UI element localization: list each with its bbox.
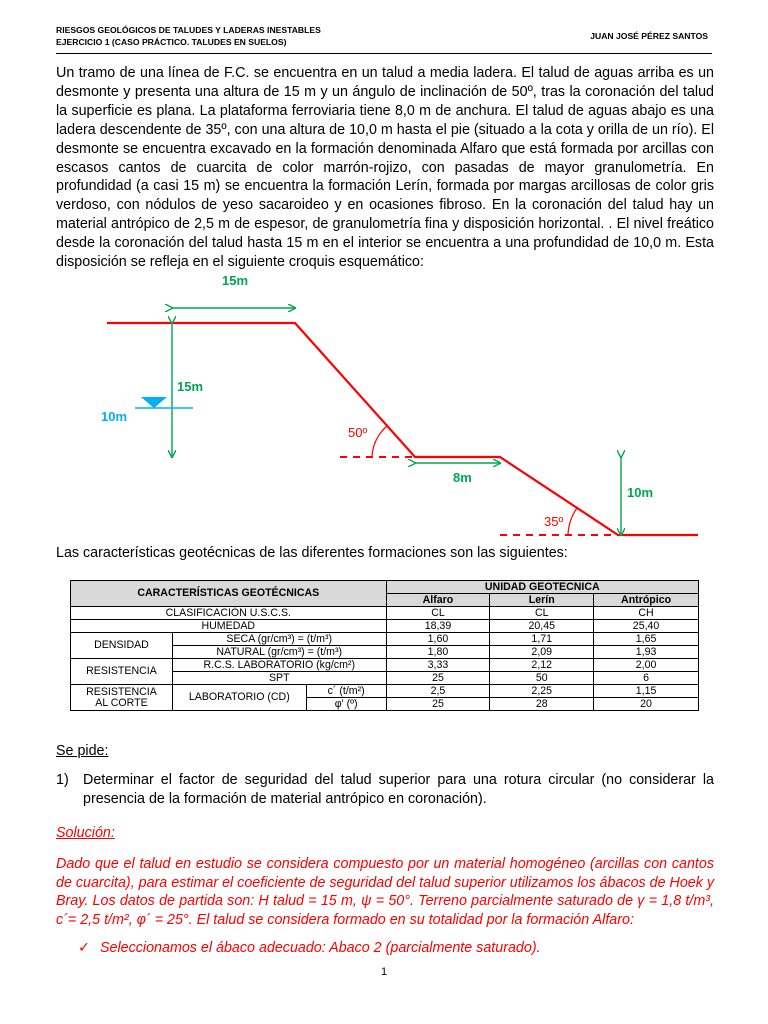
row-label: SECA (gr/cm³) = (t/m³): [172, 633, 386, 646]
angle-arc-upper: [372, 426, 387, 457]
cell: 2,25: [490, 685, 594, 698]
label-upper-height: 15m: [177, 379, 204, 394]
cell: 25,40: [594, 620, 699, 633]
geotechnical-table: [70, 580, 699, 711]
label-lower-height: 10m: [627, 485, 654, 500]
cell: 6: [594, 672, 699, 685]
solution-heading: Solución:: [56, 825, 115, 841]
label-water-depth: 10m: [101, 409, 128, 424]
row-label: HUMEDAD: [71, 620, 387, 633]
table-row: [71, 633, 699, 646]
label-angle-upper: 50º: [348, 425, 368, 440]
water-table-icon: [141, 397, 167, 408]
cell: 1,80: [386, 646, 490, 659]
cell: 1,71: [490, 633, 594, 646]
header-divider: [56, 53, 712, 54]
question-1: [56, 771, 714, 809]
corte-label-line-1: RESISTENCIA: [86, 685, 157, 698]
row-label: c´ (t/m²): [306, 685, 386, 698]
cell: CH: [594, 607, 699, 620]
cell: 2,12: [490, 659, 594, 672]
slope-diagram: [0, 260, 768, 545]
header-line-1: RIESGOS GEOLÓGICOS DE TALUDES Y LADERAS INESTABLES: [56, 25, 321, 35]
row-label: CLASIFICACIÓN U.S.C.S.: [71, 607, 387, 620]
label-angle-lower: 35º: [544, 514, 564, 529]
cell: 1,65: [594, 633, 699, 646]
label-top-width: 15m: [222, 273, 249, 288]
solution-text: Dado que el talud en estudio se considera compuesto por un material homogéneo (arcillas con cantos de cuarcita), para estimar el coeficiente de seguridad del talud superior utilizamos los ábacos de Hoek y Bray. Los datos de partida son: H talud = 15 m, ψ = 50°. Terreno parcialmente saturado de γ = 1,8 t/m³, c´= 2,5 t/m², φ´ = 25°. El talud se considera formado en su totalidad por la formación Alfaro:: [56, 856, 715, 928]
header-unit-antropico: Antrópico: [594, 594, 699, 607]
cell: 50: [490, 672, 594, 685]
header-unit-lerin: Lerín: [490, 594, 594, 607]
group-label-densidad: DENSIDAD: [71, 633, 173, 659]
corte-label-line-2: AL CORTE: [95, 696, 148, 709]
cell: 25: [386, 672, 490, 685]
table-row: [71, 685, 699, 698]
cell: 1,60: [386, 633, 490, 646]
row-label: NATURAL (gr/cm³) = (t/m³): [172, 646, 386, 659]
cell: 2,09: [490, 646, 594, 659]
terrain-profile: [107, 323, 698, 535]
cell: 28: [490, 698, 594, 711]
se-pide-heading: Se pide:: [56, 743, 109, 759]
solution-step-text: Seleccionamos el ábaco adecuado: Abaco 2 (parcialmente saturado).: [100, 940, 541, 956]
cell: 3,33: [386, 659, 490, 672]
header-unit-alfaro: Alfaro: [386, 594, 490, 607]
cell: CL: [386, 607, 490, 620]
header-line-2: EJERCICIO 1 (CASO PRÁCTICO. TALUDES EN SUELOS): [56, 37, 287, 47]
table-row: [71, 659, 699, 672]
cell: 2,00: [594, 659, 699, 672]
header-geotechnical-unit: UNIDAD GEOTECNICA: [386, 581, 698, 594]
row-label: φ' (º): [306, 698, 386, 711]
group-label-resistencia: RESISTENCIA: [71, 659, 173, 685]
page-header: [56, 24, 712, 48]
row-label: SPT: [172, 672, 386, 685]
cell: 20,45: [490, 620, 594, 633]
question-number: 1): [56, 772, 69, 788]
cell: 20: [594, 698, 699, 711]
table-intro: Las características geotécnicas de las diferentes formaciones son las siguientes:: [56, 545, 568, 561]
cell: 18,39: [386, 620, 490, 633]
table-row: [71, 607, 699, 620]
cell: 25: [386, 698, 490, 711]
question-text: Determinar el factor de seguridad del talud superior para una rotura circular (no considerar la presencia de la formación de material antrópico en coronación).: [83, 772, 714, 807]
group-label-laboratorio: LABORATORIO (CD): [172, 685, 306, 711]
cell: 1,93: [594, 646, 699, 659]
intro-paragraph: Un tramo de una línea de F.C. se encuentra en un talud a media ladera. El talud de aguas arriba es un desmonte y presenta una altura de 15 m y un ángulo de inclinación de 50º, tras la coronación del talud la superficie es plana. La plataforma ferroviaria tiene 8,0 m de anchura. El talud de aguas abajo es una ladera descendente de 35º, con una altura de 10,0 m hasta el pie (situado a la cota y orilla de un río). El desmonte se encuentra excavado en la formación denominada Alfaro que está formada por arcillas con escasos cantos de cuarcita de color marrón-rojizo, con pasadas de mayor granulometría. En profundidad (a casi 15 m) se encuentra la formación Lerín, formada por margas arcillosas de color gris verdoso, con nódulos de yeso sacaroideo y en ocasiones fibroso. En la coronación del talud hay un material antrópico de 2,5 m de espesor, de granulometría fina y disposición horizontal. . El nivel freático desde la coronación del talud hasta 15 m en el interior se encuentra a una profundidad de 10,0 m. Esta disposición se refleja en el siguiente croquis esquemático:: [56, 65, 714, 271]
table-row: [71, 620, 699, 633]
header-characteristics: CARACTERÍSTICAS GEOTÉCNICAS: [71, 581, 387, 607]
label-platform: 8m: [453, 470, 472, 485]
page-number: 1: [380, 966, 388, 978]
cell: 1,15: [594, 685, 699, 698]
cell: CL: [490, 607, 594, 620]
solution-step: [78, 940, 541, 956]
row-label: R.C.S. LABORATORIO (kg/cm²): [172, 659, 386, 672]
cell: 2,5: [386, 685, 490, 698]
angle-arc-lower: [568, 508, 577, 535]
header-author: JUAN JOSÉ PÉREZ SANTOS: [590, 31, 708, 41]
checkmark-icon: ✓: [78, 940, 90, 956]
group-label-resistencia-corte: [71, 685, 173, 711]
